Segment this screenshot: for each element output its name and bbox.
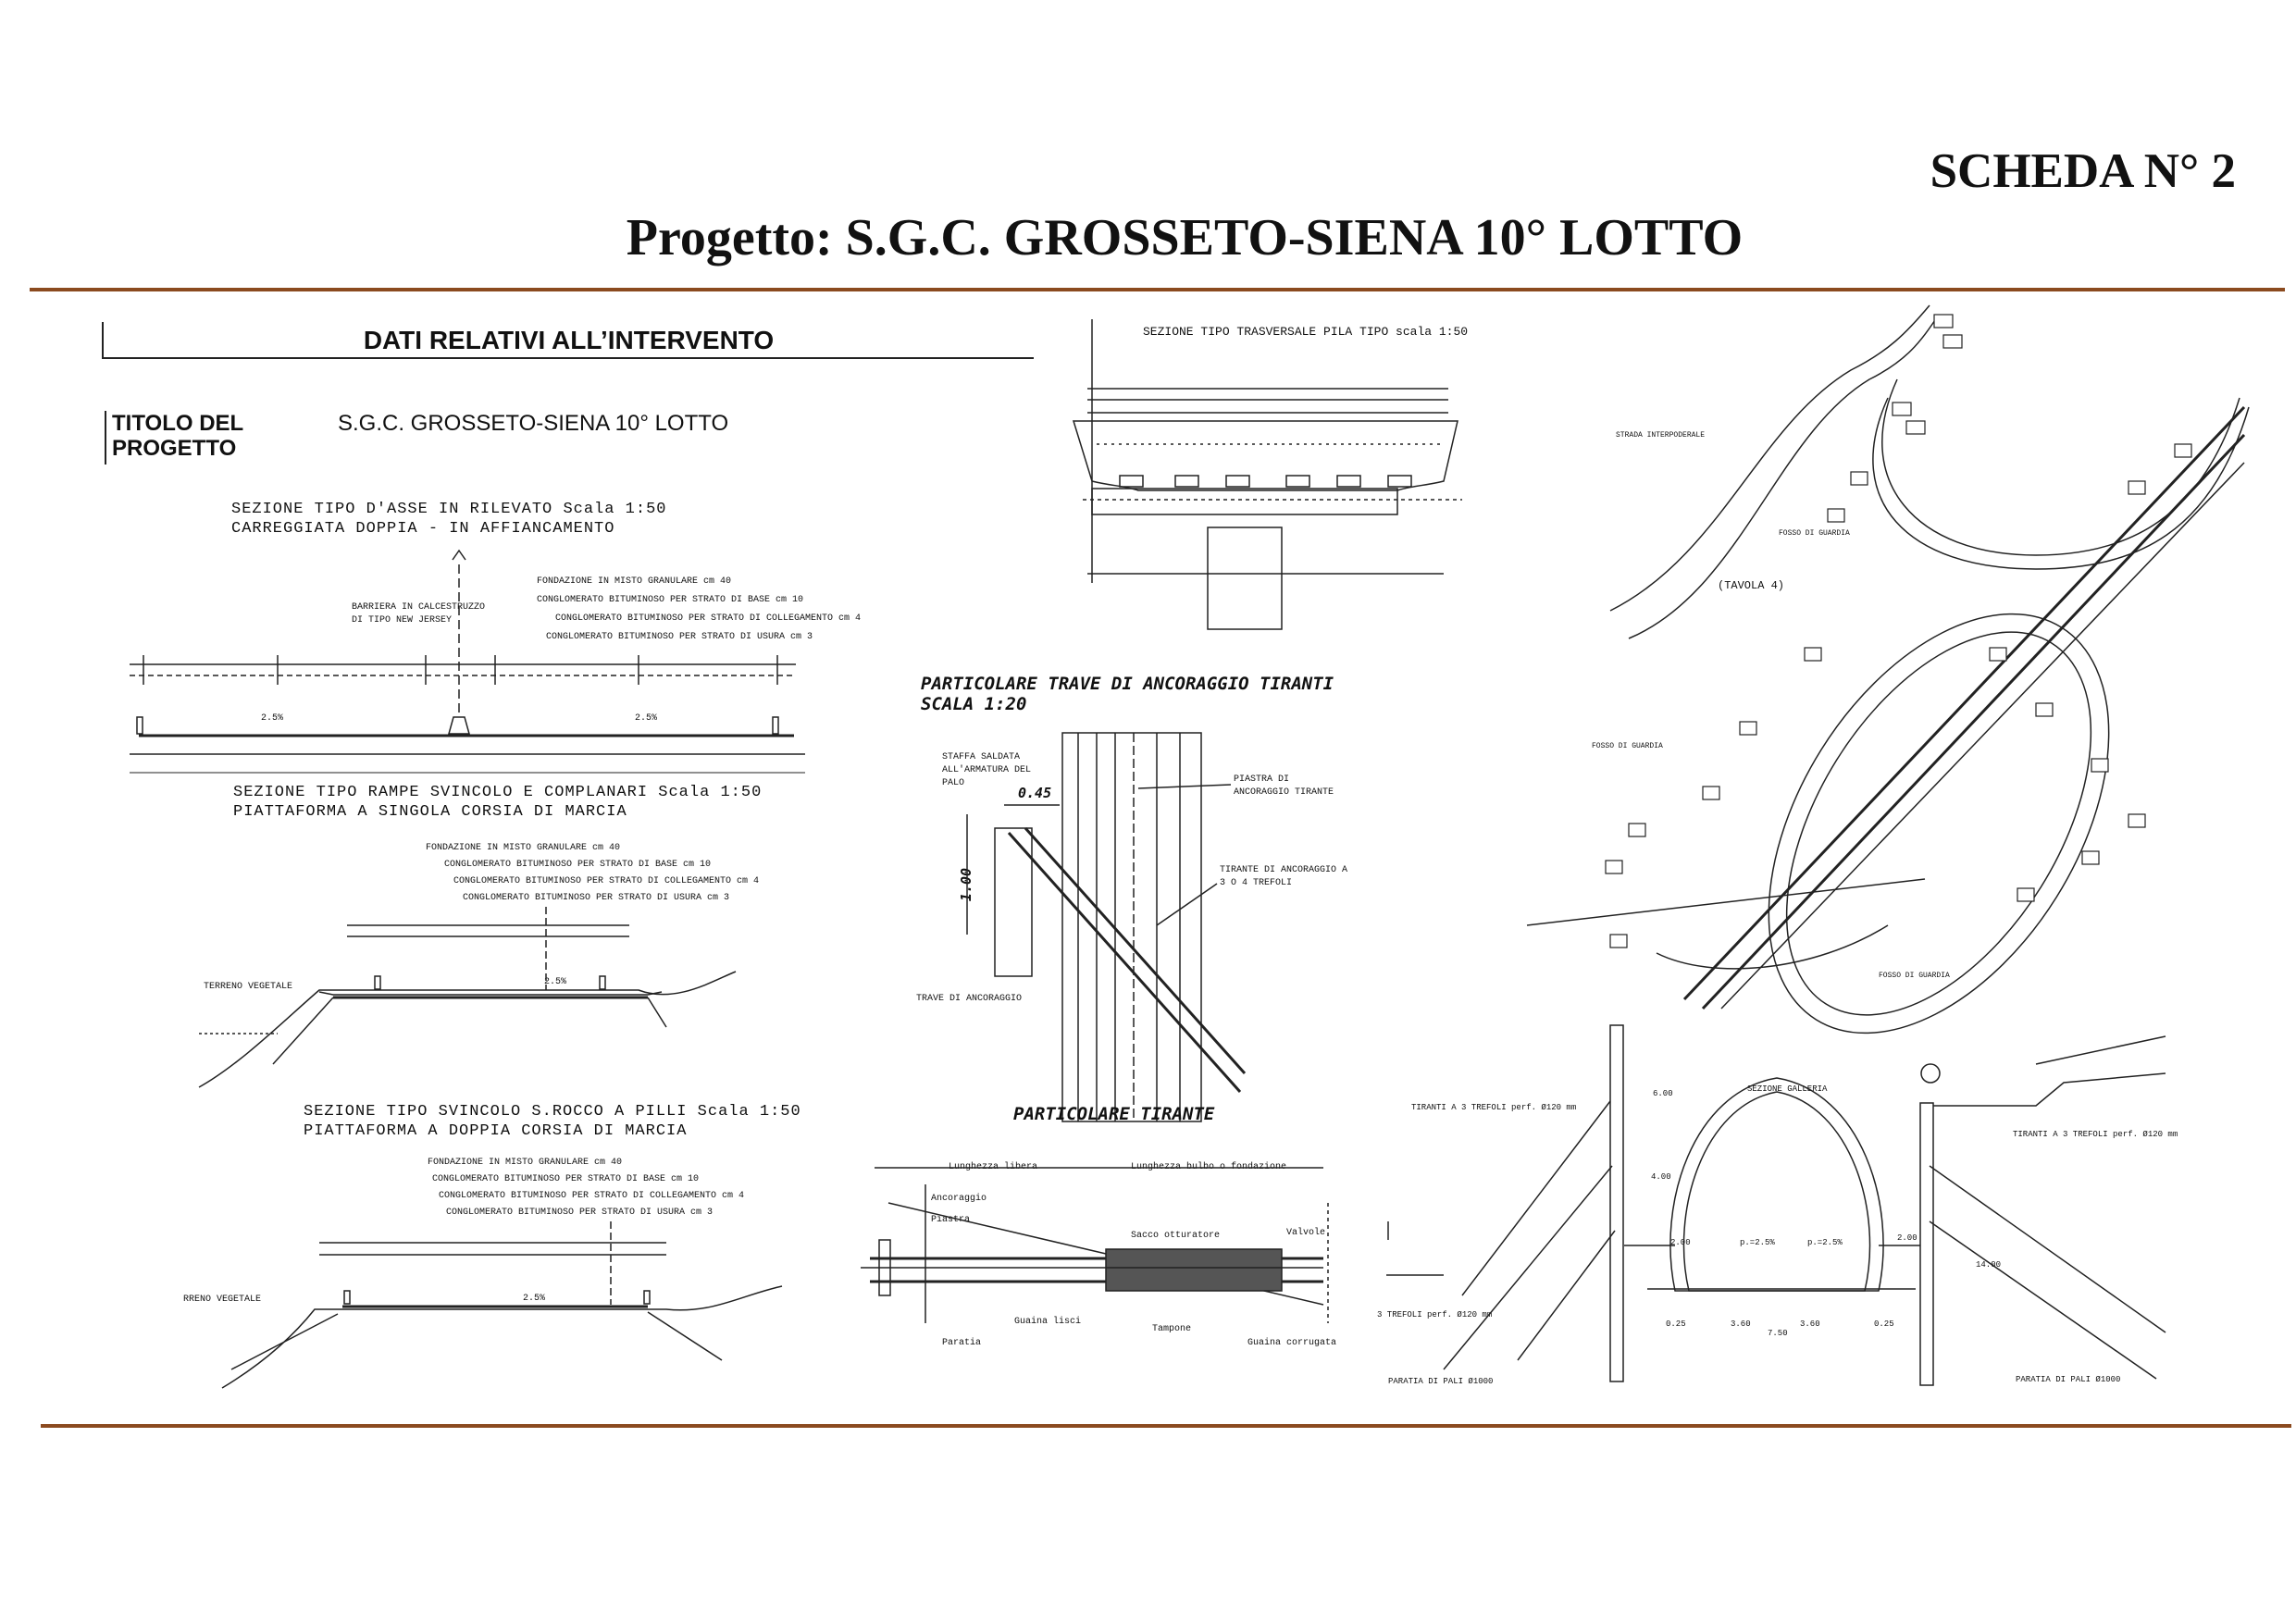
section2-note: CONGLOMERATO BITUMINOSO PER STRATO DI USURA cm 3: [463, 893, 730, 903]
scheda-number: SCHEDA N° 2: [1930, 144, 2236, 198]
tampone-label: Tampone: [1152, 1324, 1192, 1334]
section3-terrain: RRENO VEGETALE: [183, 1295, 262, 1305]
paratia-label: Paratia: [942, 1338, 982, 1348]
section3-note: CONGLOMERATO BITUMINOSO PER STRATO DI BASE cm 10: [432, 1174, 700, 1184]
galleria-slope-b: p.=2.5%: [1807, 1238, 1843, 1247]
barrier-note-line2: DI TIPO NEW JERSEY: [352, 615, 453, 626]
galleria-dim: 6.00: [1653, 1089, 1673, 1098]
piastra-label: PIASTRA DI ANCORAGGIO TIRANTE: [1234, 774, 1334, 798]
bottom-rule: [41, 1424, 2291, 1428]
barrier-note-line1: BARRIERA IN CALCESTRUZZO: [352, 602, 486, 613]
galleria-slope-a: p.=2.5%: [1740, 1238, 1775, 1247]
section2-note: FONDAZIONE IN MISTO GRANULARE cm 40: [426, 843, 621, 853]
galleria-trefoli-left: 3 TREFOLI perf. Ø120 mm: [1377, 1310, 1493, 1319]
panel-heading-text: DATI RELATIVI ALL’INTERVENTO: [363, 326, 775, 354]
valvole-label: Valvole: [1286, 1228, 1326, 1238]
dim-100: 1.00: [958, 867, 975, 902]
lunghezza-libera: Lunghezza libera: [949, 1162, 1038, 1172]
trave-caption-line2: SCALA 1:20: [921, 694, 1027, 714]
plan-label-strada: STRADA INTERPODERALE: [1616, 431, 1706, 440]
tirante-label: TIRANTE DI ANCORAGGIO A 3 O 4 TREFOLI: [1220, 865, 1348, 888]
galleria-dim: 2.00: [1897, 1233, 1917, 1243]
section1-caption-line1: SEZIONE TIPO D'ASSE IN RILEVATO Scala 1:50: [231, 501, 667, 518]
sacco-label: Sacco otturatore: [1131, 1231, 1221, 1241]
plan-label-fosso: FOSSO DI GUARDIA: [1779, 529, 1850, 538]
section2-caption-line2: PIATTAFORMA A SINGOLA CORSIA DI MARCIA: [233, 803, 627, 821]
section1-caption-line2: CARREGGIATA DOPPIA - IN AFFIANCAMENTO: [231, 520, 615, 538]
galleria-dim: 0.25: [1874, 1319, 1894, 1329]
project-title: Progetto: S.G.C. GROSSETO-SIENA 10° LOTTO: [626, 209, 1744, 266]
section1-slope-right: 2.5%: [635, 713, 658, 724]
galleria-dim: 3.60: [1800, 1319, 1820, 1329]
section2-caption-line1: SEZIONE TIPO RAMPE SVINCOLO E COMPLANARI Scala 1:50: [233, 784, 763, 801]
plan-label-fosso: FOSSO DI GUARDIA: [1592, 742, 1663, 750]
galleria-dim: 4.00: [1651, 1172, 1671, 1182]
section1-note: FONDAZIONE IN MISTO GRANULARE cm 40: [537, 576, 732, 587]
guaina-lisci-label: Guaina lisci: [1014, 1317, 1082, 1327]
galleria-sezione: SEZIONE GALLERIA: [1747, 1084, 1828, 1094]
section3-caption-line2: PIATTAFORMA A DOPPIA CORSIA DI MARCIA: [304, 1122, 688, 1140]
section3-note: CONGLOMERATO BITUMINOSO PER STRATO DI USURA cm 3: [446, 1208, 714, 1218]
trave-caption-line1: PARTICOLARE TRAVE DI ANCORAGGIO TIRANTI: [921, 674, 1334, 694]
staffa-label: STAFFA SALDATA ALL'ARMATURA DEL PALO: [942, 752, 1032, 788]
project-title-label-line2: PROGETTO: [112, 436, 237, 461]
plan-label-fosso: FOSSO DI GUARDIA: [1879, 972, 1950, 980]
galleria-dim: 2.00: [1670, 1238, 1691, 1247]
section2-note: CONGLOMERATO BITUMINOSO PER STRATO DI COLLEGAMENTO cm 4: [453, 876, 760, 886]
project-title-label-line1: TITOLO DEL: [112, 411, 244, 436]
galleria-paratia-left: PARATIA DI PALI Ø1000: [1388, 1377, 1494, 1386]
tirante-caption: PARTICOLARE TIRANTE: [1013, 1104, 1215, 1124]
section1-note: CONGLOMERATO BITUMINOSO PER STRATO DI COLLEGAMENTO cm 4: [555, 613, 862, 624]
section1-note: CONGLOMERATO BITUMINOSO PER STRATO DI BASE cm 10: [537, 595, 804, 605]
section3-slope: 2.5%: [523, 1294, 546, 1304]
project-title-value: S.G.C. GROSSETO-SIENA 10° LOTTO: [338, 411, 729, 436]
plan-tavola: (TAVOLA 4): [1718, 579, 1785, 592]
galleria-paratia-right: PARATIA DI PALI Ø1000: [2016, 1375, 2121, 1384]
dim-045: 0.45: [1018, 785, 1052, 801]
ancoraggio-label: Ancoraggio: [931, 1194, 987, 1204]
section1-slope-left: 2.5%: [261, 713, 284, 724]
section2-slope: 2.5%: [544, 977, 567, 987]
pila-caption: SEZIONE TIPO TRASVERSALE PILA TIPO scala 1:50: [1143, 325, 1469, 339]
section2-terrain: TERRENO VEGETALE: [204, 982, 293, 992]
section3-note: FONDAZIONE IN MISTO GRANULARE cm 40: [428, 1158, 623, 1168]
galleria-dim: 7.50: [1768, 1329, 1788, 1338]
galleria-tiranti-right: TIRANTI A 3 TREFOLI perf. Ø120 mm: [2013, 1130, 2178, 1139]
section3-note: CONGLOMERATO BITUMINOSO PER STRATO DI COLLEGAMENTO cm 4: [439, 1191, 745, 1201]
lunghezza-bulbo: Lunghezza bulbo o fondazione: [1131, 1162, 1287, 1172]
guaina-corrugata-label: Guaina corrugata: [1247, 1338, 1337, 1348]
section3-caption-line1: SEZIONE TIPO SVINCOLO S.ROCCO A PILLI Scala 1:50: [304, 1103, 801, 1121]
trave-label: TRAVE DI ANCORAGGIO: [916, 994, 1023, 1004]
galleria-dim: 0.25: [1666, 1319, 1686, 1329]
section1-note: CONGLOMERATO BITUMINOSO PER STRATO DI USURA cm 3: [546, 632, 813, 642]
galleria-dim: 3.60: [1731, 1319, 1751, 1329]
galleria-dim: 14.00: [1976, 1260, 2002, 1270]
piastra-tirante-label: Piastra: [931, 1215, 971, 1225]
section2-note: CONGLOMERATO BITUMINOSO PER STRATO DI BASE cm 10: [444, 860, 712, 870]
galleria-tiranti-left: TIRANTI A 3 TREFOLI perf. Ø120 mm: [1411, 1103, 1577, 1112]
